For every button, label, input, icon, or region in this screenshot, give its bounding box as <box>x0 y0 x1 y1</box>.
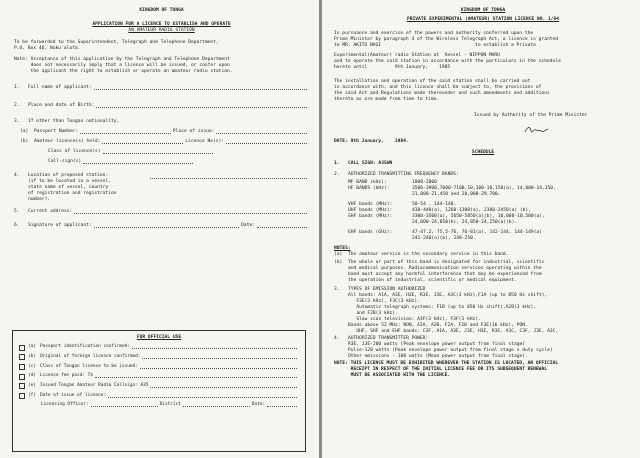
schedule-bands-title: 2. AUTHORIZED TRANSMITTING FREQUENCY BANDS: <box>334 172 459 177</box>
frequency-bands <box>334 180 632 242</box>
field-licence-class[interactable]: Class of licence(s) <box>14 149 309 155</box>
checkbox[interactable] <box>19 393 25 399</box>
acceptance-note: Note: Acceptance of this application by the Telegraph and Telephone Department does not necessarily imply that a licence will be issued, or confer upon the applicant the right to establish or operate an amateur radio station. <box>14 57 233 74</box>
official-row-foreign-licence[interactable]: (b) Original of foreign licence confirmed: <box>19 354 299 361</box>
application-title: APPLICATION FOR A LICENCE TO ESTABLISH AND OPERATE <box>92 22 231 27</box>
band-row: HF BANDS (kHz): 3500-3900,7000-7100,10,100-10,150(a), 14,000-14,350, 21,000-21,450 and 28,000-29,700. <box>348 186 556 197</box>
place-date-birth-line[interactable] <box>96 103 307 108</box>
field-full-name[interactable]: 1. Full name of applicant: <box>14 85 309 91</box>
field-applicant-signature[interactable]: 6. Signature of applicant: Date: <box>14 223 309 229</box>
schedule-title: SCHEDULE <box>471 150 495 155</box>
official-row-callsign[interactable]: (e) Issued Tongan Amateur Radio Callsign: A35 <box>19 383 299 390</box>
official-row-passport[interactable]: (a) Passport identification confirmed: <box>19 344 299 351</box>
band-row: VHF bands (MHz): 50-54 , 144-148. <box>348 202 457 207</box>
field-passport-number[interactable]: (a) Passport Number: Place of issue: <box>14 129 309 135</box>
note-b: (b) The whole or part of this band is designated for industrial, scientific and medical purposes. Radiocommunication services operating within the band must accept any harmful interference that may be experienced from the operation of industrial, scientific or medical equipment. <box>334 260 545 283</box>
signature-icon <box>524 125 550 135</box>
final-note: NOTE: THIS LICENCE MUST BE EXHIBITED WHEREVER THE STATION IS LOCATED, AN OFFICIAL RECEIPT IN RESPECT OF THE INITIAL LICENCE FEE OR ITS SUBSEQUENT RENEWAL MUST BE ASSOCIATED WITH THE LICENCE. <box>334 361 559 378</box>
band-row: MF BAND (kHz): 1800-2000 <box>348 180 437 185</box>
issued-by: Issued by Authority of the Prime Minister <box>474 113 588 118</box>
band-row: EHF bands (GHz): 47-47.2, 75.5-76, 76-81(a), 142-144, 144-149(a) 241-248(a)(b), 248-250. <box>348 230 542 241</box>
signature <box>334 120 632 139</box>
note-a: (a) The amateur service is the secondary service in this band. <box>334 252 509 257</box>
official-row-issue-date[interactable]: (f) Date of issue of licence: <box>19 393 299 400</box>
application-subtitle: AN AMATEUR RADIO STATION <box>128 28 195 33</box>
schedule-call-sign: 1. CALL SIGN: A35WN <box>334 161 393 166</box>
official-row-licensing-officer[interactable]: Licensing Officer: District Date: <box>19 402 299 408</box>
field-amateur-licence[interactable]: (b) Amateur licence(s) held: Licence No(s): <box>14 139 309 145</box>
checkbox[interactable] <box>19 383 25 389</box>
schedule-emission-title: 3. TYPES OF EMISSION AUTHORIZED <box>334 287 426 292</box>
official-use-title: FOR OFFICIAL USE <box>136 335 182 340</box>
emission-types: All bands: A1A, A3E, H3E, R3E, J3E, A3C(3 kHz),F1A (up to 850 Hz shift), F3E(3 kHz), F3C(3 kHz). Automatic telegraph systems: F1B (up to 850 Hz shift),A2B(3 kHz), and F2B(3 kHz). Slow scan television: A3F(3 kHz), F3F(3 kHz). Bands above 52 MHz: NON, A2A, A2B, F2A, F2B and F3E(16 kHz), PON. UHF, SHF and EHF bands: C3F, A1A, A3E, J3E, H3E, R3E, A3C, C3F, J3E, A3C, <box>348 293 559 334</box>
checkbox[interactable] <box>19 354 25 360</box>
licence-station: Experimental(Amateur) radio Station at Vessel - NIPPON MARU and to operate the said station in accordance with the particulars in the schedule hereto until 9th January, 1985 <box>334 53 561 70</box>
official-row-fee-paid[interactable]: (d) Licence fee paid: T$ <box>19 373 299 380</box>
right-header: KINGDOM OF TONGA <box>460 8 506 13</box>
licence-conditions: The installation and operation of the said station shall be carried out in accordance with, and this licence shall be subject to, the provisions of the said Act and Regulations made thereunder and such amendments and additions thereto as are made from time to time. <box>334 79 550 102</box>
field-call-sign[interactable]: Call-sign(s) <box>14 159 309 165</box>
transmitter-power: R3E, J3E-200 watts (Peak envelope power output from final stage) Pulse-120 watts (Peak envelope power output from final stage x duty cycle) Other emissions - 100 watts (Mean power output from final stage). <box>348 342 553 359</box>
licence-page <box>322 0 640 458</box>
checkbox[interactable] <box>19 364 25 370</box>
band-row: SHF bands (MHz): 3300-3500(a), 5650-5850(a)(b), 10,000-10,500(a), 24,000-24,050(b), 24,050-24,250(a)(b). <box>348 214 545 225</box>
application-form-page <box>0 0 319 458</box>
licence-intro: In pursuance and exercise of the powers and authority conferred upon the Prime Minister by paragraph 4 of the Wireless Telegraph Act, a licence is granted to MR. AKITO NAGI to establish a Private <box>334 31 559 48</box>
band-row: UHF bands (MHz): 430-440(a), 1260-1300(a), 2300-2450(a) (b), <box>348 208 531 213</box>
forward-to-text: To be forwarded to the Superintendent, Telegraph and Telephone Department, P.O. Box 46, Nuku'alofa. <box>14 40 219 51</box>
schedule-power-title: 4. AUTHORIZED TRANSMITTER POWER: <box>334 336 429 341</box>
official-row-licence-class[interactable]: (c) Class of Tongan licence to be issued: <box>19 364 299 371</box>
field-place-date-birth[interactable]: 2. Place and date of Birth: <box>14 103 309 109</box>
field-current-address[interactable]: 5. Current address: <box>14 209 309 215</box>
checkbox[interactable] <box>19 374 25 380</box>
checkbox[interactable] <box>19 345 25 351</box>
full-name-line[interactable] <box>94 85 307 90</box>
official-use-box <box>12 330 306 452</box>
field-nationality: 3. If other than Tongan nationality, <box>14 119 120 124</box>
licence-title: PRIVATE EXPERIMENTAL (AMATEUR) STATION LICENCE NO. 1/84 <box>406 17 560 22</box>
licence-date: DATE: 9th January, 1984. <box>334 139 409 144</box>
left-header: KINGDOM OF TONGA <box>139 8 184 13</box>
notes-title: NOTES: <box>334 246 351 251</box>
field-station-location[interactable]: 4. Location of proposed station: (if to be located in a vessel, state name of vessel, country of registration and registration number). <box>14 173 309 203</box>
